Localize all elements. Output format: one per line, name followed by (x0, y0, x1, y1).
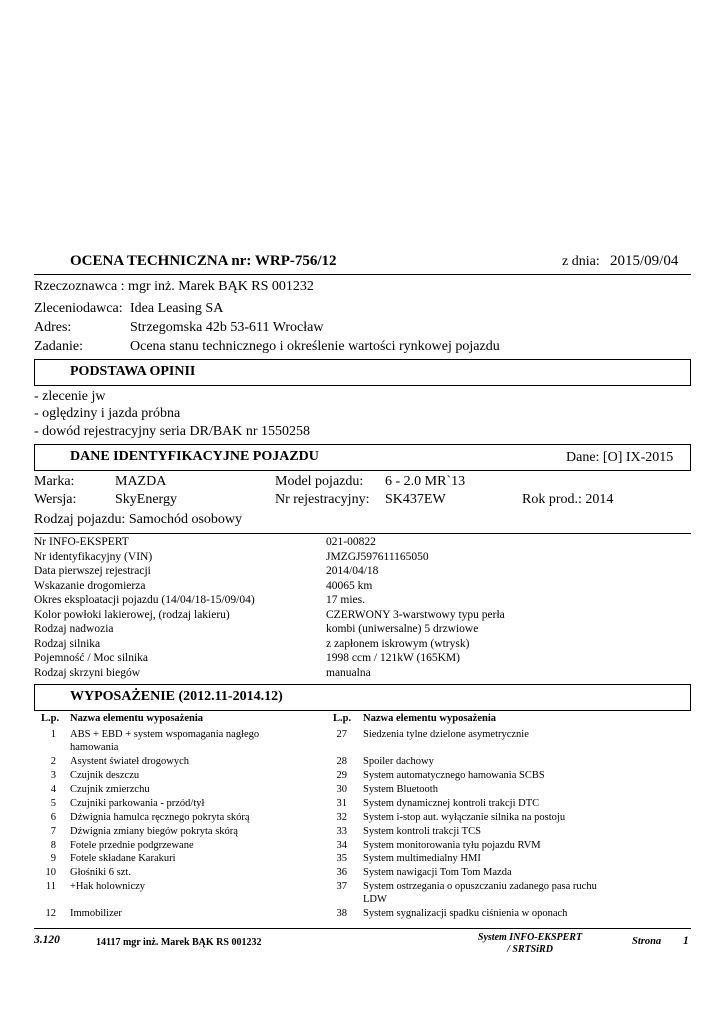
equipment-item-number: 3 (50, 770, 56, 781)
equipment-item-number: 5 (50, 798, 56, 809)
dane-source: Dane: [O] IX-2015 (566, 450, 674, 465)
equipment-item-number: 29 (336, 770, 347, 781)
detail-value: manualna (326, 666, 371, 679)
nrrej-value: SK437EW (385, 492, 446, 507)
document-title: OCENA TECHNICZNA nr: WRP-756/12 (70, 253, 337, 269)
col-lp-right: L.p. (333, 713, 352, 724)
header-divider (34, 274, 691, 275)
equipment-item-number: 11 (45, 881, 56, 892)
col-name-right: Nazwa elementu wyposażenia (363, 713, 496, 724)
equipment-item-name: Fotele składane Karakuri (70, 853, 176, 864)
podstawa-item: - dowód rejestracyjny seria DR/BAK nr 1550258 (34, 424, 311, 439)
equipment-item-number: 8 (50, 840, 56, 851)
detail-value: kombi (uniwersalne) 5 drzwiowe (326, 623, 479, 635)
zleceniodawca-value: Idea Leasing SA (130, 301, 224, 316)
col-name-left: Nazwa elementu wyposażenia (70, 713, 203, 724)
equipment-item-number: 6 (50, 812, 56, 823)
equipment-item-name: Dźwignia zmiany biegów pokryta skórą (70, 826, 238, 837)
equipment-item-number: 31 (336, 798, 347, 809)
footer-expert: 14117 mgr inż. Marek BĄK RS 001232 (96, 937, 262, 948)
equipment-item-number: 34 (336, 840, 347, 851)
equipment-item-name: System sygnalizacji spadku ciśnienia w oponach (363, 908, 568, 919)
nrrej-label: Nr rejestracyjny: (275, 492, 370, 507)
equipment-item-number: 38 (336, 908, 347, 919)
equipment-item-number: 27 (336, 729, 347, 740)
equipment-item-name: Immobilizer (70, 908, 122, 919)
detail-value: z zapłonem iskrowym (wtrysk) (326, 637, 470, 650)
marka-value: MAZDA (115, 474, 167, 489)
equipment-item-name: ABS + EBD + system wspomagania nagłego hamowania (70, 729, 260, 753)
detail-label: Wskazanie drogomierza (34, 579, 146, 592)
equipment-item-name: Głośniki 6 szt. (70, 867, 131, 878)
wersja-label: Wersja: (34, 492, 77, 507)
equipment-title: WYPOSAŻENIE (2012.11-2014.12) (70, 689, 283, 704)
equipment-item-number: 2 (50, 756, 56, 767)
equipment-item-name: System nawigacji Tom Tom Mazda (363, 867, 512, 878)
col-lp-left: L.p. (41, 713, 60, 724)
equipment-item-number: 10 (45, 867, 56, 878)
equipment-item-name: Siedzenia tylne dzielone asymetrycznie (363, 729, 529, 740)
detail-value: 40065 km (326, 579, 373, 592)
podstawa-title: PODSTAWA OPINII (70, 364, 196, 379)
detail-label: Rodzaj skrzyni biegów (34, 666, 141, 679)
zadanie-label: Zadanie: (34, 339, 83, 354)
model-value: 6 - 2.0 MR`13 (385, 474, 466, 489)
details-divider (34, 533, 691, 534)
equipment-item-name: Czujnik deszczu (70, 770, 140, 781)
adres-value: Strzegomska 42b 53-611 Wrocław (130, 320, 324, 335)
dane-title: DANE IDENTYFIKACYJNE POJAZDU (70, 449, 319, 464)
zleceniodawca-label: Zleceniodawca: (34, 301, 123, 316)
equipment-item-number: 36 (336, 867, 347, 878)
page-number: 1 (683, 935, 689, 947)
equipment-item-number: 30 (336, 784, 347, 795)
equipment-item-name: System multimedialny HMI (363, 853, 481, 864)
equipment-item-name: System ostrzegania o opuszczaniu zadanego pasa ruchu LDW (363, 881, 597, 905)
adres-label: Adres: (34, 320, 72, 335)
detail-label: Nr INFO-EKSPERT (34, 536, 129, 548)
detail-value: 021-00822 (326, 536, 376, 548)
detail-label: Okres eksploatacji pojazdu (14/04/18-15/09/04) (34, 594, 255, 606)
footer-divider (34, 928, 691, 929)
footer-code: 3.120 (34, 934, 60, 946)
equipment-item-number: 4 (50, 784, 56, 795)
equipment-item-name: Fotele przednie podgrzewane (70, 840, 194, 851)
detail-label: Rodzaj nadwozia (34, 623, 114, 635)
detail-label: Kolor powłoki lakierowej, (rodzaj lakieru) (34, 608, 230, 621)
model-label: Model pojazdu: (275, 474, 364, 489)
detail-value: 17 mies. (326, 594, 365, 606)
equipment-item-number: 1 (50, 729, 56, 740)
equipment-item-name: Czujniki parkowania - przód/tył (70, 798, 205, 809)
footer-system-line1: System INFO-EKSPERT (477, 932, 583, 943)
detail-label: Rodzaj silnika (34, 637, 101, 650)
equipment-item-name: System automatycznego hamowania SCBS (363, 770, 545, 781)
equipment-item-number: 7 (50, 826, 56, 837)
equipment-item-name: System Bluetooth (363, 784, 438, 795)
equipment-item-number: 28 (336, 756, 347, 767)
rok-prod: Rok prod.: 2014 (522, 492, 614, 507)
equipment-item-number: 35 (336, 853, 347, 864)
date-label: z dnia: (562, 254, 600, 269)
footer-system-line2: / SRTSiRD (507, 944, 553, 955)
equipment-item-name: System i-stop aut. wyłączanie silnika na postoju (363, 812, 566, 823)
equipment-item-name: Czujnik zmierzchu (70, 784, 150, 795)
expert-line: Rzeczoznawca : mgr inż. Marek BĄK RS 001232 (34, 279, 314, 294)
equipment-item-number: 32 (336, 812, 347, 823)
marka-label: Marka: (34, 474, 75, 489)
detail-value: JMZGJ597611165050 (326, 550, 429, 563)
date-value: 2015/09/04 (610, 253, 679, 269)
rodzaj-pojazdu: Rodzaj pojazdu: Samochód osobowy (34, 512, 243, 527)
podstawa-item: - oględziny i jazda próbna (34, 406, 181, 421)
podstawa-item: - zlecenie jw (34, 389, 106, 404)
detail-value: CZERWONY 3-warstwowy typu perła (326, 608, 505, 621)
footer-strona-label: Strona (632, 936, 662, 947)
equipment-item-name: +Hak holowniczy (70, 881, 146, 892)
equipment-item-number: 9 (50, 853, 56, 864)
equipment-item-number: 12 (45, 908, 56, 919)
equipment-item-name: System dynamicznej kontroli trakcji DTC (363, 798, 540, 809)
detail-value: 1998 ccm / 121kW (165KM) (326, 652, 460, 664)
detail-label: Pojemność / Moc silnika (34, 652, 149, 664)
detail-label: Nr identyfikacyjny (VIN) (34, 550, 153, 563)
equipment-item-name: System monitorowania tyłu pojazdu RVM (363, 840, 541, 851)
equipment-item-name: Spoiler dachowy (363, 756, 434, 767)
equipment-item-name: Dźwignia hamulca ręcznego pokryta skórą (70, 812, 250, 823)
equipment-item-name: Asystent świateł drogowych (70, 756, 189, 767)
zadanie-value: Ocena stanu technicznego i określenie wartości rynkowej pojazdu (130, 339, 500, 354)
equipment-item-number: 33 (336, 826, 347, 837)
detail-value: 2014/04/18 (326, 565, 379, 577)
equipment-item-name: System kontroli trakcji TCS (363, 826, 481, 837)
equipment-item-number: 37 (336, 881, 347, 892)
detail-label: Data pierwszej rejestracji (34, 565, 151, 577)
wersja-value: SkyEnergy (115, 492, 177, 507)
